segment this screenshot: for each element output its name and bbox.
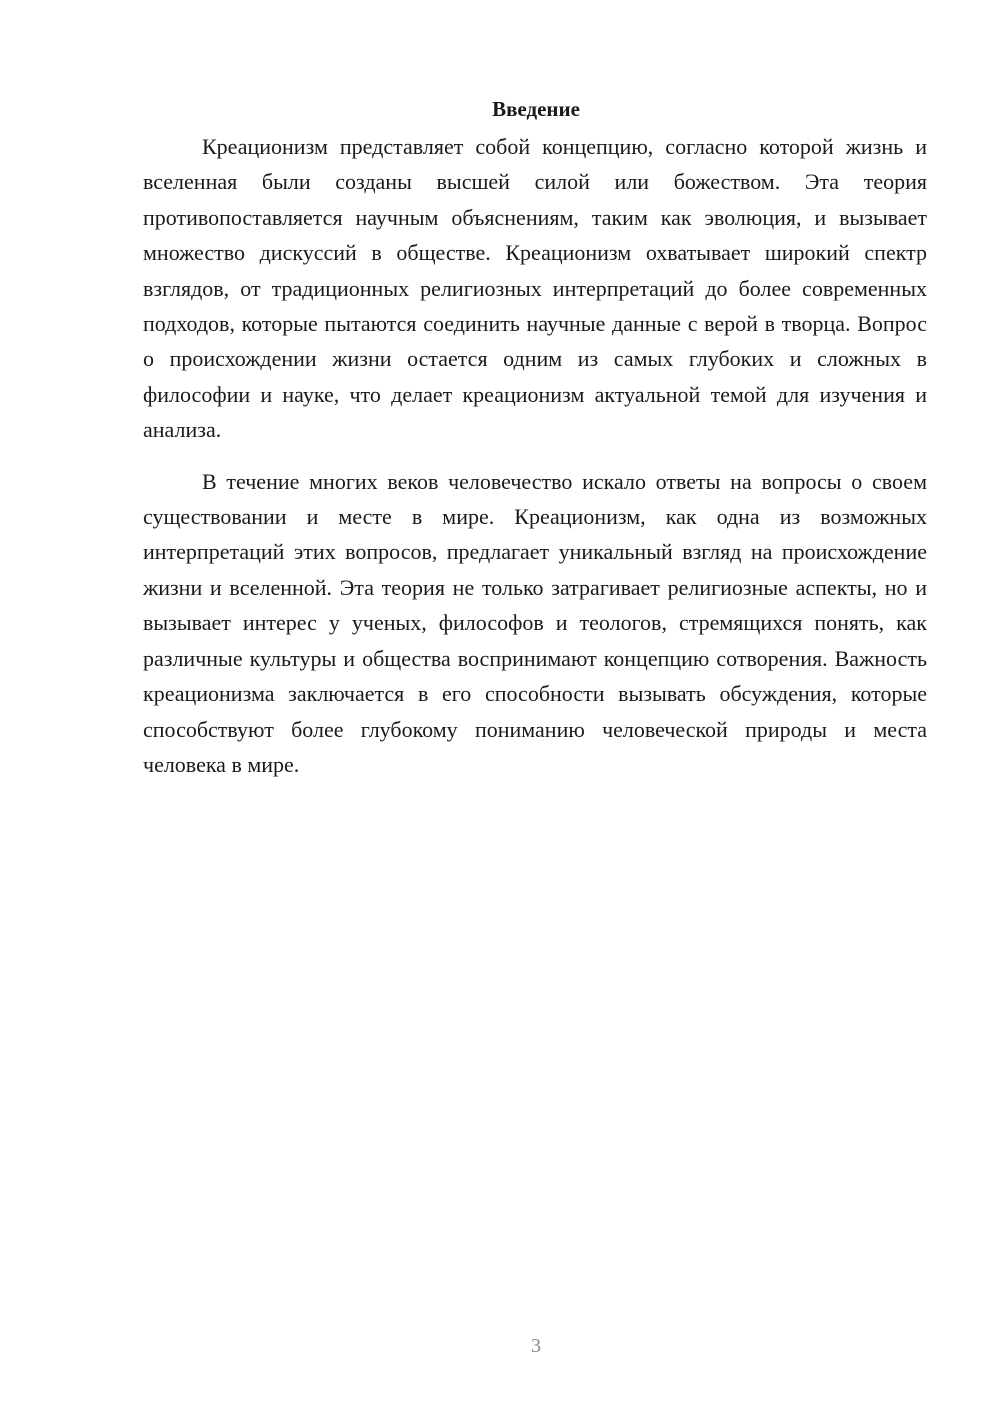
page-content xyxy=(143,94,927,782)
paragraph-2: В течение многих веков человечество искало ответы на вопросы о своем существовании и месте в мире. Креационизм, как одна из возможных интерпретаций этих вопросов, предлагает уникальный взгляд на происхождение жизни и вселенной. Эта теория не только затрагивает религиозные аспекты, но и вызывает интерес у ученых, философов и теологов, стремящихся понять, как различные культуры и общества воспринимают концепцию сотворения. Важность креационизма заключается в его способности вызывать обсуждения, которые способствуют более глубокому пониманию человеческой природы и места человека в мире. xyxy=(143,468,927,777)
page-number: 3 xyxy=(531,1335,541,1357)
paragraph-1: Креационизм представляет собой концепцию, согласно которой жизнь и вселенная были созданы высшей силой или божеством. Эта теория противопоставляется научным объяснениям, таким как эволюция, и вызывает множество дискуссий в обществе. Креационизм охватывает широкий спектр взглядов, от традиционных религиозных интерпретаций до более современных подходов, которые пытаются соединить научные данные с верой в творца. Вопрос о происхождении жизни остается одним из самых глубоких и сложных в философии и науке, что делает креационизм актуальной темой для изучения и анализа. xyxy=(143,134,927,443)
section-heading: Введение xyxy=(492,97,580,121)
